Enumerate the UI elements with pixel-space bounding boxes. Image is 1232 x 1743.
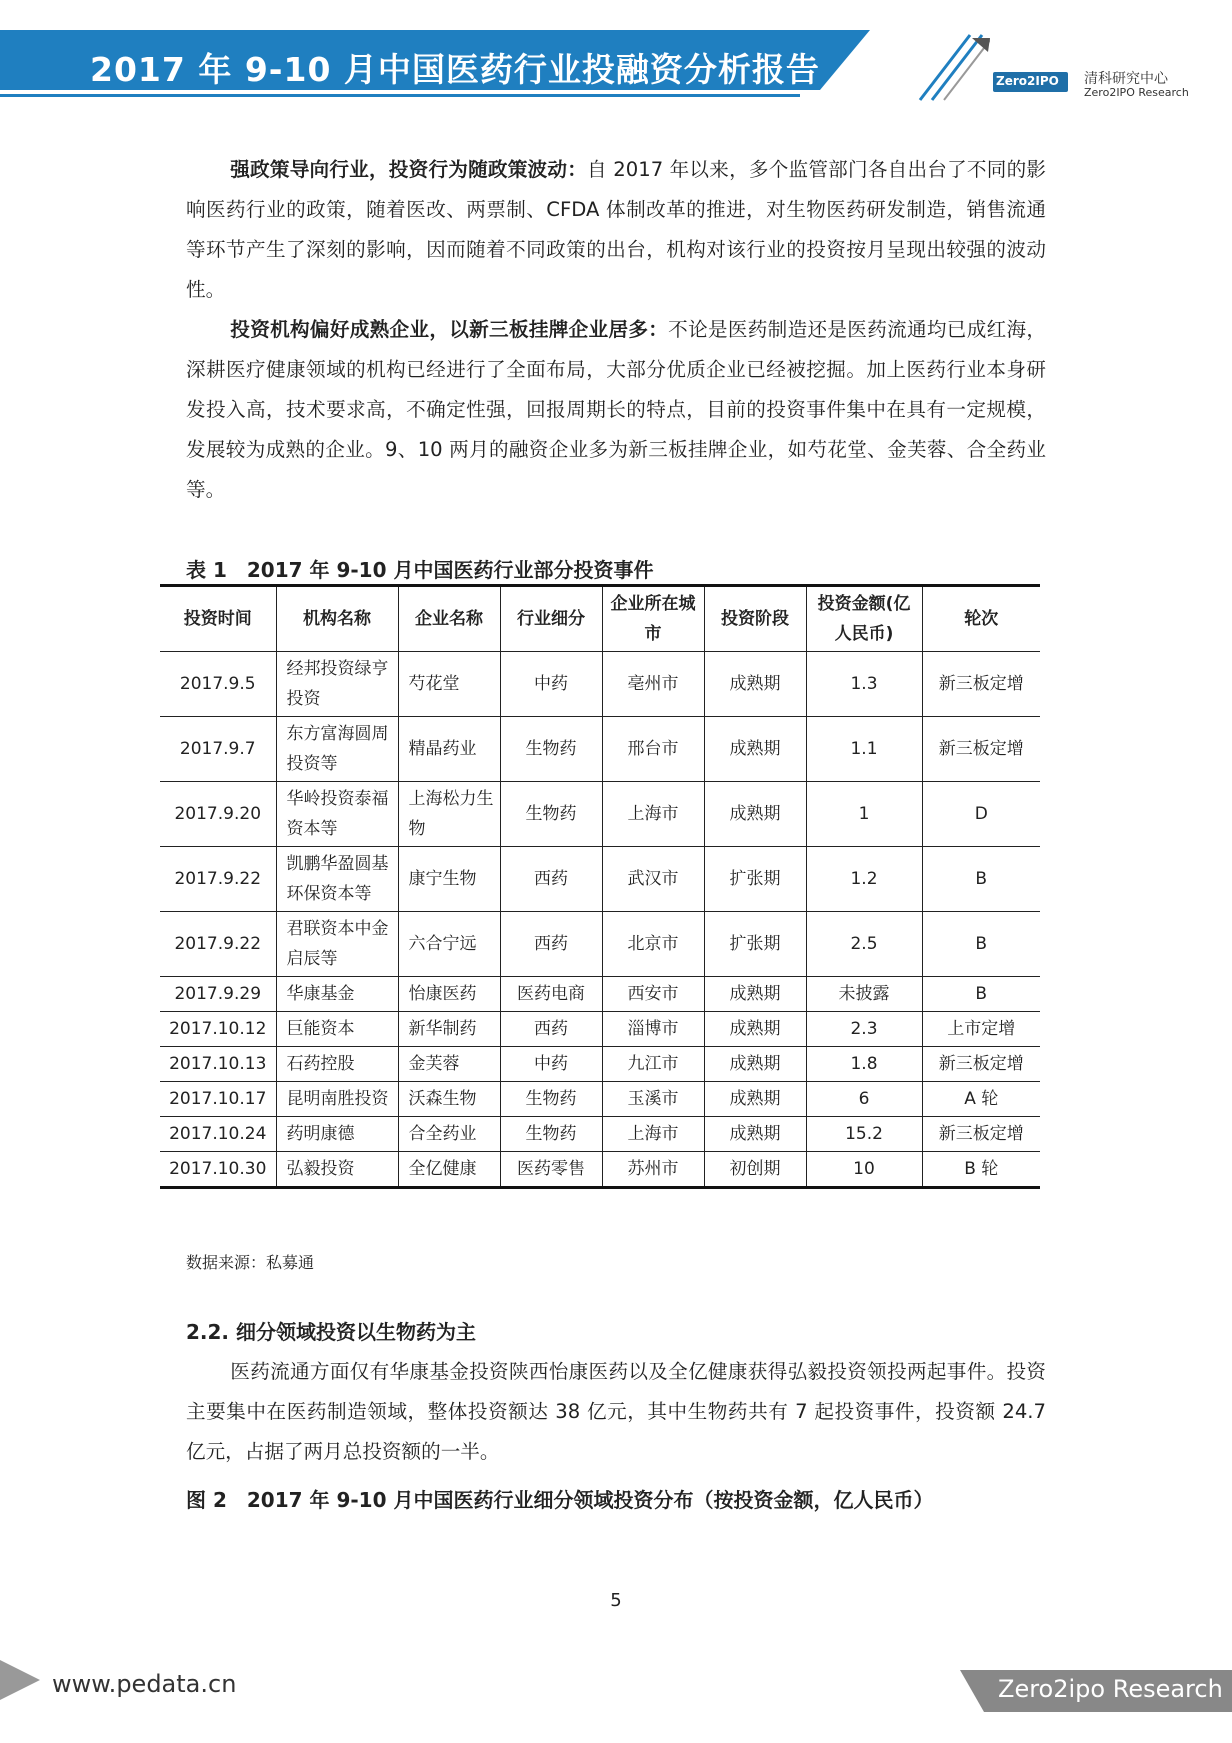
table-row <box>160 717 1040 782</box>
table-cell: 成熟期 <box>704 977 806 1012</box>
table-cell: 新三板定增 <box>922 717 1040 782</box>
data-source: 数据来源：私募通 <box>186 1253 315 1272</box>
table-cell: 新三板定增 <box>922 652 1040 717</box>
table-cell: 2017.9.22 <box>160 912 276 977</box>
table-cell: 上海松力生物 <box>398 782 500 847</box>
table-cell: 华岭投资泰福资本等 <box>276 782 398 847</box>
table-cell: D <box>922 782 1040 847</box>
report-title: 2017 年 9-10 月中国医药行业投融资分析报告 <box>90 50 820 89</box>
table-cell: 上海市 <box>602 782 704 847</box>
table-row <box>160 912 1040 977</box>
investment-events-table <box>160 584 1040 1189</box>
table-cell: 1.2 <box>806 847 922 912</box>
paragraph-lead: 投资机构偏好成熟企业，以新三板挂牌企业居多： <box>230 318 669 341</box>
table-cell: 医药零售 <box>500 1152 602 1188</box>
paragraph-policy <box>186 150 1046 310</box>
table-cell: 10 <box>806 1152 922 1188</box>
column-header: 投资金额(亿人民币) <box>806 586 922 652</box>
footer-url[interactable]: www.pedata.cn <box>52 1670 237 1698</box>
table-cell: 成熟期 <box>704 1117 806 1152</box>
table-cell: 成熟期 <box>704 1012 806 1047</box>
table-cell: 精晶药业 <box>398 717 500 782</box>
table-cell: 成熟期 <box>704 652 806 717</box>
table-row <box>160 1117 1040 1152</box>
table-cell: 北京市 <box>602 912 704 977</box>
table-cell: 扩张期 <box>704 912 806 977</box>
table-cell: 药明康德 <box>276 1117 398 1152</box>
table-cell: 全亿健康 <box>398 1152 500 1188</box>
table-cell: 淄博市 <box>602 1012 704 1047</box>
table-cell: 中药 <box>500 652 602 717</box>
column-header: 企业所在城市 <box>602 586 704 652</box>
table-cell: 西药 <box>500 847 602 912</box>
column-header: 机构名称 <box>276 586 398 652</box>
table-cell: 2017.9.29 <box>160 977 276 1012</box>
table-row <box>160 782 1040 847</box>
table-cell: 怡康医药 <box>398 977 500 1012</box>
table-cell: 2017.10.24 <box>160 1117 276 1152</box>
table-cell: 2017.9.20 <box>160 782 276 847</box>
page-number: 5 <box>610 1590 622 1611</box>
paragraph-text: 不论是医药制造还是医药流通均已成红海，深耕医疗健康领域的机构已经进行了全面布局，大部分优质企业已经被挖掘。加上医药行业本身研发投入高，技术要求高，不确定性强，回报周期长的特点，目前的投资事件集中在具有一定规模，发展较为成熟的企业。9、10 两月的融资企业多为新三板挂牌企业，如芍花堂、金芙蓉、合全药业等。 <box>186 318 1047 501</box>
table-cell: 上海市 <box>602 1117 704 1152</box>
table-row <box>160 1012 1040 1047</box>
table-cell: 成熟期 <box>704 1047 806 1082</box>
table-cell: 生物药 <box>500 1117 602 1152</box>
table-cell: 芍花堂 <box>398 652 500 717</box>
table-cell: B 轮 <box>922 1152 1040 1188</box>
table-caption: 表 1 2017 年 9-10 月中国医药行业部分投资事件 <box>186 558 654 582</box>
table-cell: 扩张期 <box>704 847 806 912</box>
footer-arrow-icon <box>0 1660 50 1700</box>
table-cell: 2.5 <box>806 912 922 977</box>
table-cell: 生物药 <box>500 1082 602 1117</box>
table-cell: 未披露 <box>806 977 922 1012</box>
table-cell: 2017.10.13 <box>160 1047 276 1082</box>
table-row <box>160 652 1040 717</box>
table-cell: 西药 <box>500 1012 602 1047</box>
table-row <box>160 977 1040 1012</box>
table-cell: 1.8 <box>806 1047 922 1082</box>
table-cell: 医药电商 <box>500 977 602 1012</box>
table-cell: 玉溪市 <box>602 1082 704 1117</box>
section-heading: 2.2. 细分领域投资以生物药为主 <box>186 1320 476 1344</box>
table-cell: 2017.10.17 <box>160 1082 276 1117</box>
table-cell: 1.1 <box>806 717 922 782</box>
table-cell: 2017.9.7 <box>160 717 276 782</box>
table-cell: 西安市 <box>602 977 704 1012</box>
section-paragraph <box>186 1352 1046 1472</box>
table-cell: 成熟期 <box>704 1082 806 1117</box>
table-cell: 新三板定增 <box>922 1047 1040 1082</box>
table-cell: 1 <box>806 782 922 847</box>
table-cell: 亳州市 <box>602 652 704 717</box>
paragraph-text: 自 2017 年以来，多个监管部门各自出台了不同的影响医药行业的政策，随着医改、两票制、CFDA 体制改革的推进，对生物医药研发制造，销售流通等环节产生了深刻的影响，因而随着不同政策的出台，机构对该行业的投资按月呈现出较强的波动性。 <box>186 158 1046 301</box>
table-cell: 上市定增 <box>922 1012 1040 1047</box>
table-row <box>160 1152 1040 1188</box>
paragraph-investors <box>186 310 1046 510</box>
table-header-row <box>160 586 1040 652</box>
table-cell: 华康基金 <box>276 977 398 1012</box>
table-cell: B <box>922 847 1040 912</box>
logo-en-name: Zero2IPO Research <box>1084 86 1189 99</box>
column-header: 轮次 <box>922 586 1040 652</box>
table-cell: B <box>922 977 1040 1012</box>
paragraph-text: 医药流通方面仅有华康基金投资陕西怡康医药以及全亿健康获得弘毅投资领投两起事件。投资主要集中在医药制造领域，整体投资额达 38 亿元，其中生物药共有 7 起投资事件，投资额 24.7 亿元，占据了两月总投资额的一半。 <box>186 1360 1046 1463</box>
table-cell: A 轮 <box>922 1082 1040 1117</box>
table-cell: 新三板定增 <box>922 1117 1040 1152</box>
table-cell: 凯鹏华盈圆基环保资本等 <box>276 847 398 912</box>
table-cell: 2.3 <box>806 1012 922 1047</box>
table-cell: 沃森生物 <box>398 1082 500 1117</box>
table-cell: 生物药 <box>500 717 602 782</box>
table-cell: 邢台市 <box>602 717 704 782</box>
table-cell: 新华制药 <box>398 1012 500 1047</box>
table-cell: 2017.10.12 <box>160 1012 276 1047</box>
table-cell: 2017.9.5 <box>160 652 276 717</box>
table-cell: 石药控股 <box>276 1047 398 1082</box>
table-row <box>160 847 1040 912</box>
table-cell: 君联资本中金启辰等 <box>276 912 398 977</box>
table-cell: 九江市 <box>602 1047 704 1082</box>
table-cell: 经邦投资绿亨投资 <box>276 652 398 717</box>
table-cell: 15.2 <box>806 1117 922 1152</box>
table-cell: 2017.9.22 <box>160 847 276 912</box>
table-cell: 成熟期 <box>704 782 806 847</box>
table-cell: 成熟期 <box>704 717 806 782</box>
table-cell: 生物药 <box>500 782 602 847</box>
table-cell: 合全药业 <box>398 1117 500 1152</box>
table-cell: 西药 <box>500 912 602 977</box>
column-header: 投资阶段 <box>704 586 806 652</box>
figure-caption: 图 2 2017 年 9-10 月中国医药行业细分领域投资分布（按投资金额，亿人民币） <box>186 1488 934 1512</box>
logo-cn-name: 清科研究中心 <box>1084 71 1168 87</box>
table-cell: 苏州市 <box>602 1152 704 1188</box>
table-cell: 金芙蓉 <box>398 1047 500 1082</box>
banner-stripes-icon <box>900 30 990 105</box>
table-cell: 初创期 <box>704 1152 806 1188</box>
table-cell: 昆明南胜投资 <box>276 1082 398 1117</box>
table-cell: 弘毅投资 <box>276 1152 398 1188</box>
table-cell: 2017.10.30 <box>160 1152 276 1188</box>
table-cell: 六合宁远 <box>398 912 500 977</box>
table-cell: 巨能资本 <box>276 1012 398 1047</box>
table-row <box>160 1047 1040 1082</box>
table-cell: 武汉市 <box>602 847 704 912</box>
table-cell: 中药 <box>500 1047 602 1082</box>
column-header: 投资时间 <box>160 586 276 652</box>
table-cell: B <box>922 912 1040 977</box>
paragraph-lead: 强政策导向行业，投资行为随政策波动： <box>230 158 588 181</box>
column-header: 企业名称 <box>398 586 500 652</box>
table-cell: 1.3 <box>806 652 922 717</box>
column-header: 行业细分 <box>500 586 602 652</box>
table-cell: 6 <box>806 1082 922 1117</box>
table-row <box>160 1082 1040 1117</box>
table-cell: 康宁生物 <box>398 847 500 912</box>
footer-brand: Zero2ipo Research <box>998 1675 1223 1703</box>
logo-mark: Zero2IPO <box>996 74 1059 88</box>
table-cell: 东方富海圆周投资等 <box>276 717 398 782</box>
